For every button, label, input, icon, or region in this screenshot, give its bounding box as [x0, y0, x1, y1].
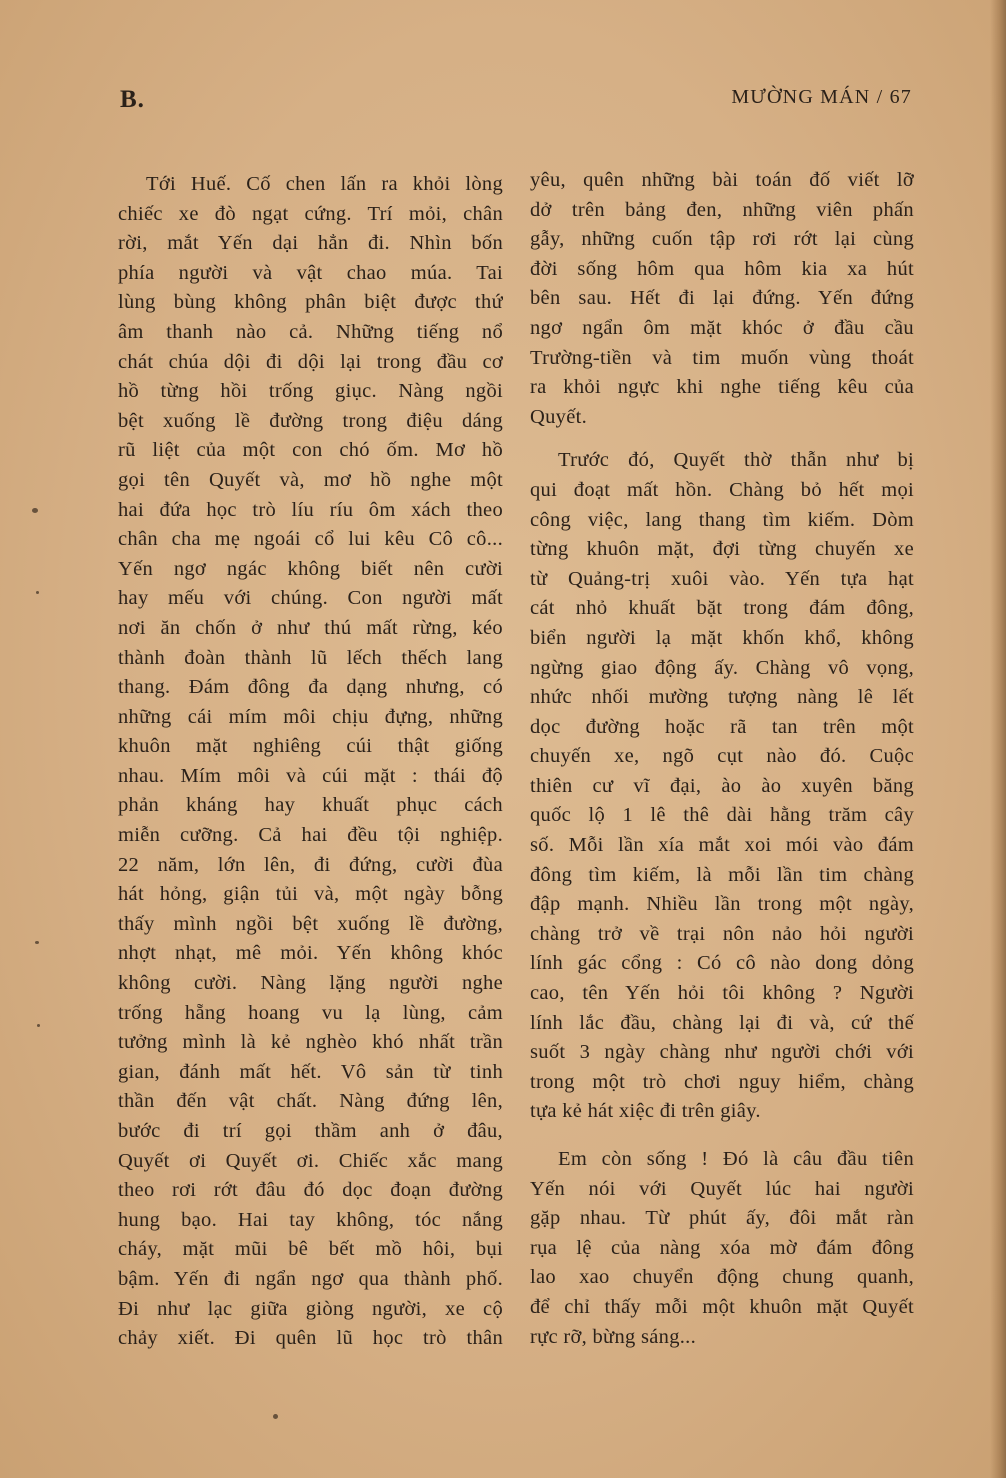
text-line: dọc đường hoặc rã tan trên một [530, 715, 914, 738]
text-line: rực rỡ, bừng sáng... [530, 1325, 697, 1348]
text-line: yêu, quên những bài toán đố viết lỡ [530, 169, 914, 191]
text-line: ra khỏi ngực khi nghe tiếng kêu của [530, 376, 914, 399]
right-column [530, 166, 914, 1352]
text-line: Tới Huế. Cố chen lấn ra khỏi lòng [146, 173, 503, 195]
text-line: Trường-tiền và tim muốn vùng thoát [530, 346, 914, 369]
ink-speck [32, 508, 38, 513]
text-line: Yến nói với Quyết lúc hai người [530, 1177, 914, 1200]
text-line: từng khuôn mặt, đợi từng chuyến xe [530, 538, 914, 561]
text-line: rụa lệ của nàng xóa mờ đám đông [530, 1236, 914, 1259]
text-line: gặp nhau. Từ phút ấy, đôi mắt ràn [530, 1207, 914, 1230]
text-line: đập mạnh. Nhiều lần trong một ngày, [530, 893, 914, 916]
section-mark: B. [120, 86, 145, 113]
text-line: Đi như lạc giữa giòng người, xe cộ [118, 1297, 503, 1320]
ink-speck [37, 1024, 40, 1027]
text-line: suốt 3 ngày chàng như người chới với [530, 1041, 914, 1064]
text-line: chiếc xe đò ngạt cứng. Trí mỏi, chân [118, 202, 503, 225]
text-line: thành đoàn thành lũ lếch thếch lang [118, 646, 503, 669]
ink-speck [35, 941, 39, 944]
text-line: lính gác cổng : Có cô nào dong dỏng [530, 952, 914, 975]
text-line: nhức nhối mường tượng nàng lê lết [530, 686, 914, 709]
text-line: không cười. Nàng lặng người nghe [118, 972, 503, 995]
text-line: qui đoạt mất hồn. Chàng bỏ hết mọi [530, 478, 914, 501]
text-line: lùng bùng không phân biệt được thứ [118, 291, 503, 314]
text-line: rời, mắt Yến dại hẳn đi. Nhìn bốn [118, 232, 503, 255]
text-line: chảy xiết. Đi quên lũ học trò thân [118, 1327, 503, 1350]
text-line: trong một trò chơi nguy hiểm, chàng [530, 1070, 914, 1093]
text-line: đời sống hôm qua hôm kia xa hút [530, 257, 914, 280]
text-line: hung bạo. Hai tay không, tóc nắng [118, 1208, 503, 1231]
text-line: tựa kẻ hát xiệc đi trên giây. [530, 1100, 761, 1123]
text-line: gọi tên Quyết và, mơ hồ nghe một [118, 468, 503, 491]
text-line: âm thanh nào cả. Những tiếng nổ [118, 320, 503, 343]
text-line: Em còn sống ! Đó là câu đầu tiên [558, 1148, 914, 1170]
text-line: phản kháng hay khuất phục cách [118, 794, 503, 817]
text-line: khuôn mặt nghiêng cúi thật giống [118, 735, 503, 758]
text-line: Quyết ơi Quyết ơi. Chiếc xắc mang [118, 1149, 503, 1172]
text-line: dở trên bảng đen, những viên phấn [530, 198, 914, 221]
text-line: thiên cư vĩ đại, ào ào xuyên băng [530, 774, 914, 797]
text-line: lính lắc đầu, chàng lại đi và, cứ thế [530, 1011, 914, 1034]
paragraph [530, 166, 914, 432]
text-line: gian, đánh mất hết. Vô sản từ tinh [118, 1060, 503, 1083]
text-line: để chỉ thấy mỗi một khuôn mặt Quyết [530, 1295, 914, 1318]
text-line: công việc, lang thang tìm kiếm. Dòm [530, 508, 914, 531]
text-line: nơi ăn chốn ở như thú mất rừng, kéo [118, 616, 503, 639]
text-line: biển người lạ mặt khốn khổ, không [530, 626, 914, 649]
running-head-page-number: MƯỜNG MÁN / 67 [731, 86, 912, 108]
text-line: bệt xuống lề đường trong điệu dáng [118, 409, 503, 432]
text-line: nhợt nhạt, mê mỏi. Yến không khóc [118, 942, 503, 965]
text-line: thấy mình ngồi bệt xuống lề đường, [118, 912, 503, 935]
text-line: theo rơi rớt đâu đó dọc đoạn đường [118, 1179, 503, 1202]
text-line: bên sau. Hết đi lại đứng. Yến đứng [530, 287, 914, 310]
text-line: Yến ngơ ngác không biết nên cười [118, 557, 503, 580]
text-line: chát chúa dội đi dội lại trong đầu cơ [118, 350, 503, 373]
text-line: Quyết. [530, 405, 588, 428]
text-line: từ Quảng-trị xuôi vào. Yến tựa hạt [530, 567, 914, 590]
text-line: bước đi trí gọi thầm anh ở đâu, [118, 1120, 503, 1142]
text-line: tưởng mình là kẻ nghèo khó nhất trần [118, 1031, 503, 1054]
ink-speck [273, 1414, 278, 1419]
text-line: Trước đó, Quyết thờ thẫn như bị [558, 449, 914, 472]
text-line: chàng trở về trại nôn nảo hỏi người [530, 922, 914, 945]
text-line: hồ từng hồi trống giục. Nàng ngồi [118, 380, 503, 403]
text-line: chân cha mẹ ngoái cổ lui kêu Cô cô... [118, 528, 503, 551]
text-line: số. Mỗi lần xía mắt xoi mói vào đám [530, 834, 914, 857]
text-line: ngơ ngẩn ôm mặt khóc ở đầu cầu [530, 316, 914, 339]
text-line: gẫy, những cuốn tập rơi rớt lại cùng [530, 228, 914, 251]
text-line: hai đứa học trò líu ríu ôm xách theo [118, 498, 503, 521]
text-line: những cái mím môi chịu đựng, những [118, 705, 503, 728]
text-line: hay mếu với chúng. Con người mất [118, 587, 503, 610]
text-line: cháy, mặt mũi bê bết mồ hôi, bụi [118, 1238, 503, 1261]
text-line: miễn cưỡng. Cả hai đều tội nghiệp. [118, 824, 503, 847]
text-line: lao xao chuyển động chung quanh, [530, 1266, 914, 1289]
left-column [118, 170, 503, 1354]
text-line: hát hỏng, giận tủi và, một ngày bỗng [118, 883, 503, 906]
paragraph [530, 1145, 914, 1352]
text-line: thang. Đám đông đa dạng nhưng, có [118, 676, 503, 699]
text-line: phía người và vật chao múa. Tai [118, 261, 503, 284]
text-line: trống hẵng hoang vu lạ lùng, cảm [118, 1001, 503, 1024]
text-line: cát nhỏ khuất bặt trong đám đông, [530, 597, 914, 620]
text-line: ngừng giao động ấy. Chàng vô vọng, [530, 656, 914, 679]
text-line: chuyến xe, ngõ cụt nào đó. Cuộc [530, 745, 914, 768]
ink-speck [36, 591, 39, 594]
paragraph [118, 170, 503, 1354]
text-line: đông tìm kiếm, là mỗi lần tim chàng [530, 863, 914, 886]
text-line: thần đến vật chất. Nàng đứng lên, [118, 1090, 503, 1113]
paragraph [530, 446, 914, 1127]
text-line: cao, tên Yến hỏi tôi không ? Người [530, 982, 914, 1005]
text-line: rũ liệt của một con chó ốm. Mơ hồ [118, 439, 503, 462]
text-line: nhau. Mím môi và cúi mặt : thái độ [118, 764, 503, 787]
text-line: quốc lộ 1 lê thê dài hằng trăm cây [530, 804, 914, 827]
text-line: 22 năm, lớn lên, đi đứng, cười đùa [118, 853, 503, 876]
text-line: bậm. Yến đi ngẩn ngơ qua thành phố. [118, 1267, 503, 1290]
